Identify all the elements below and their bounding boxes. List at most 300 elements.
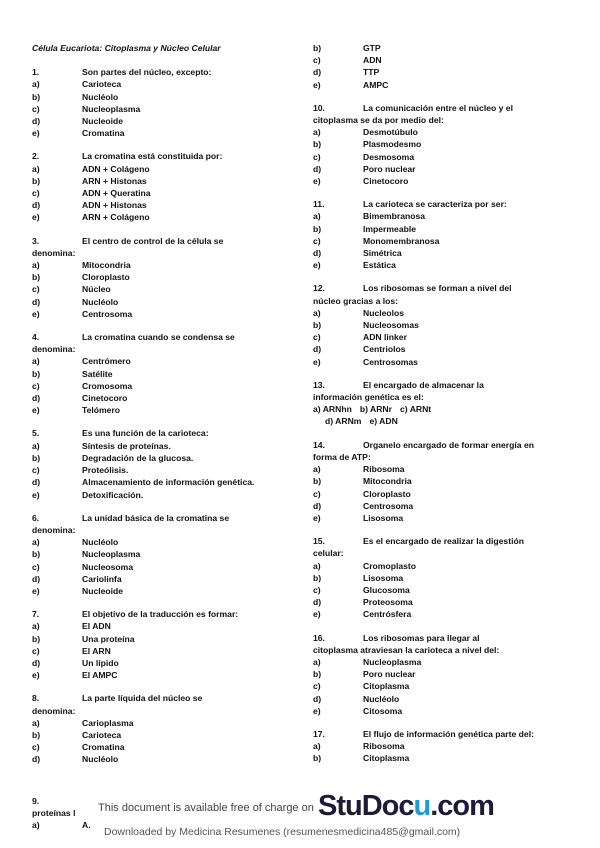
option-text: Mitocondria	[82, 260, 131, 271]
option-text: Nucléolo	[363, 693, 400, 704]
option	[313, 608, 563, 620]
option-letter: b)	[32, 272, 41, 283]
question-text-continued: citoplasma se da por medio del:	[313, 115, 444, 126]
option-letter: c)	[32, 645, 40, 656]
option-text: Citosoma	[363, 705, 403, 716]
question-text: La carioteca se caracteriza por ser:	[363, 199, 507, 210]
option-text: Nucléolo	[82, 91, 119, 102]
question-text-continued: celular:	[313, 548, 344, 559]
option-text: Degradación de la glucosa.	[82, 452, 194, 463]
option	[32, 91, 282, 103]
option	[313, 500, 563, 512]
option	[313, 596, 563, 608]
option-text: Centrosoma	[363, 500, 414, 511]
option-text: Nucleolos	[363, 307, 405, 318]
option-text: Nucleoplasma	[82, 549, 141, 560]
option	[32, 392, 282, 404]
question-number: 12.	[313, 283, 325, 294]
option-letter: d)	[313, 67, 322, 78]
question-number: 2.	[32, 151, 40, 162]
question-block	[313, 535, 563, 620]
option-text: Proteosoma	[363, 597, 413, 608]
option-letter: c)	[313, 488, 321, 499]
question-number: 3.	[32, 235, 40, 246]
option	[32, 536, 282, 548]
option-text: Impermeable	[363, 223, 417, 234]
question-text: Organelo encargado de formar energía en	[363, 439, 534, 450]
option-letter: a)	[313, 127, 321, 138]
option-text: Ribosoma	[363, 464, 405, 475]
left-column	[32, 42, 282, 777]
option	[313, 163, 563, 175]
question-partial-text: proteínas l	[32, 808, 76, 819]
option-text: Carioplasma	[82, 717, 134, 728]
option-letter: e)	[313, 609, 321, 620]
option-text: Cromoplasto	[363, 560, 416, 571]
question-text: Es una función de la carioteca:	[82, 428, 209, 439]
option-letter: d)	[313, 248, 322, 259]
option	[32, 404, 282, 416]
option-letter: a)	[32, 260, 40, 271]
option-letter: d)	[32, 477, 41, 488]
option-letter: d)	[313, 597, 322, 608]
option-text: Un lípido	[82, 657, 119, 668]
option-text: Cromatina	[82, 742, 125, 753]
option-text: a) ARNhn	[313, 404, 352, 415]
option-letter: a)	[313, 211, 321, 222]
option	[313, 175, 563, 187]
option	[32, 548, 282, 560]
option-letter: b)	[313, 476, 322, 487]
option-text: ADN linker	[363, 332, 407, 343]
option-letter: e)	[32, 489, 40, 500]
option-letter: c)	[32, 465, 40, 476]
option-text: Cariolinfa	[82, 573, 122, 584]
option-text: Cloroplasto	[363, 488, 411, 499]
option	[32, 489, 282, 501]
option	[313, 584, 563, 596]
option-text: Nucleoplasma	[363, 656, 422, 667]
option	[32, 573, 282, 585]
option-letter: b)	[32, 368, 41, 379]
option-text: ADN + Histonas	[82, 200, 147, 211]
availability-notice: This document is available free of charge on	[98, 802, 314, 814]
logo-part: .com	[430, 790, 494, 822]
question-header	[32, 512, 282, 524]
question-header	[313, 535, 563, 547]
option	[313, 42, 563, 54]
option	[32, 645, 282, 657]
question-header	[313, 102, 563, 114]
question-text: Los ribosomas para llegar al	[363, 632, 480, 643]
option-letter: b)	[32, 633, 41, 644]
question-header	[32, 66, 282, 78]
option-text: ARN + Colágeno	[82, 212, 150, 223]
option-letter: c)	[32, 561, 40, 572]
question-number: 13.	[313, 379, 325, 390]
option-text: ARN + Histonas	[82, 175, 147, 186]
left-question-list	[32, 66, 282, 765]
option	[32, 127, 282, 139]
option	[32, 452, 282, 464]
option-text: Nucleoplasma	[82, 103, 141, 114]
option-text: A.	[82, 820, 91, 831]
option-text: Lisosoma	[363, 572, 404, 583]
option	[32, 115, 282, 127]
option	[313, 356, 563, 368]
option-letter: e)	[32, 212, 40, 223]
option	[313, 656, 563, 668]
option-letter: d)	[313, 500, 322, 511]
question-block	[313, 728, 563, 765]
option-text: b) ARNr	[359, 404, 392, 415]
option-text: Ribosoma	[363, 741, 405, 752]
option-letter: c)	[32, 284, 40, 295]
question-header	[313, 379, 563, 391]
question-text: La comunicación entre el núcleo y el	[363, 102, 513, 113]
option-text: Monomembranosa	[363, 235, 440, 246]
option-letter: b)	[32, 452, 41, 463]
question-number: 11.	[313, 199, 325, 210]
option-letter: e)	[32, 405, 40, 416]
question-header	[32, 608, 282, 620]
question-number: 5.	[32, 428, 40, 439]
question-text: La unidad básica de la cromatina se	[82, 512, 230, 523]
option	[313, 126, 563, 138]
question-block	[32, 235, 282, 320]
option-letter: d)	[313, 693, 322, 704]
option-text: Satélite	[82, 368, 113, 379]
studocu-watermark-banner	[0, 788, 600, 848]
option-text: Desmotúbulo	[363, 127, 418, 138]
option-letter: a)	[32, 820, 40, 831]
option	[313, 54, 563, 66]
option-text: ADN	[363, 55, 382, 66]
option	[32, 271, 282, 283]
option-text: Cinetocoro	[82, 393, 128, 404]
option	[313, 560, 563, 572]
option-text: Glucosoma	[363, 584, 410, 595]
question-block	[32, 512, 282, 597]
studocu-logo-link[interactable]	[318, 790, 494, 823]
option	[313, 210, 563, 222]
question-header	[32, 235, 282, 247]
option-letter: b)	[313, 669, 322, 680]
question-text: La parte líquida del núcleo se	[82, 693, 203, 704]
question-text: El centro de control de la célula se	[82, 235, 224, 246]
option-text: Una proteína	[82, 633, 135, 644]
option-text: Centrómero	[82, 356, 131, 367]
option-text: Poro nuclear	[363, 163, 416, 174]
option-letter: c)	[313, 584, 321, 595]
option-text: Nucleosomas	[363, 320, 419, 331]
option-letter: b)	[32, 175, 41, 186]
option-letter: d)	[32, 573, 41, 584]
option-letter: e)	[313, 356, 321, 367]
option-letter: c)	[313, 55, 321, 66]
inline-option-row	[313, 415, 563, 427]
question-block	[313, 198, 563, 271]
question-text: Es el encargado de realizar la digestión	[363, 536, 524, 547]
option-letter: e)	[32, 585, 40, 596]
question-number: 14.	[313, 439, 325, 450]
option	[313, 138, 563, 150]
right-question-list	[313, 102, 563, 765]
option	[32, 464, 282, 476]
question-block	[313, 439, 563, 524]
question-block	[32, 608, 282, 681]
option-text: Centriolos	[363, 344, 406, 355]
option-letter: b)	[313, 223, 322, 234]
question-text-continued: citoplasma atraviesan la carioteca a nivel del:	[313, 644, 500, 655]
option-letter: e)	[32, 670, 40, 681]
question-number: 8.	[32, 693, 40, 704]
option-letter: c)	[32, 188, 40, 199]
question-number: 6.	[32, 512, 40, 523]
option-letter: c)	[313, 151, 321, 162]
question-text-continued: forma de ATP:	[313, 451, 371, 462]
option-letter: c)	[32, 380, 40, 391]
continued-options	[313, 42, 563, 91]
option	[313, 151, 563, 163]
option-letter: a)	[313, 560, 321, 571]
option-letter: a)	[32, 537, 40, 548]
option-letter: d)	[32, 200, 41, 211]
option-letter: e)	[313, 176, 321, 187]
option-letter: c)	[313, 235, 321, 246]
question-header	[32, 331, 282, 343]
option	[313, 512, 563, 524]
inline-options	[313, 403, 563, 427]
question-text-continued: información genética es el:	[313, 392, 424, 403]
option-letter: e)	[313, 705, 321, 716]
option-letter: e)	[313, 79, 321, 90]
option-text: Cromosoma	[82, 380, 133, 391]
option-text: Proteólisis.	[82, 465, 129, 476]
option	[32, 211, 282, 223]
question-number: 9.	[32, 796, 40, 806]
option	[313, 247, 563, 259]
logo-part: StuDoc	[318, 790, 414, 822]
option-letter: b)	[313, 753, 322, 764]
option-text: Nucléolo	[82, 296, 119, 307]
option-text: Centrosomas	[363, 356, 418, 367]
question-header	[32, 427, 282, 439]
option-letter: b)	[313, 572, 322, 583]
option-letter: d)	[313, 163, 322, 174]
option-letter: b)	[32, 91, 41, 102]
option	[313, 680, 563, 692]
option-letter: c)	[32, 103, 40, 114]
option-text: c) ARNt	[399, 404, 432, 415]
option	[313, 740, 563, 752]
question-header	[32, 150, 282, 162]
question-text: El objetivo de la traducción es formar:	[82, 609, 239, 620]
option	[32, 163, 282, 175]
option-text: Bimembranosa	[363, 211, 426, 222]
option	[32, 103, 282, 115]
option-letter: d)	[313, 344, 322, 355]
option	[32, 283, 282, 295]
question-header	[313, 632, 563, 644]
option-text: TTP	[363, 67, 380, 78]
option-text: Mitocondria	[363, 476, 412, 487]
option	[32, 729, 282, 741]
option	[32, 440, 282, 452]
option-letter: a)	[32, 356, 40, 367]
option-text: Carioteca	[82, 729, 122, 740]
option-letter: e)	[313, 512, 321, 523]
option	[313, 693, 563, 705]
option-letter: e)	[32, 308, 40, 319]
option	[313, 259, 563, 271]
option-text: Nucléolo	[82, 537, 119, 548]
right-column	[313, 42, 563, 776]
option	[313, 488, 563, 500]
question-text-continued: denomina:	[32, 344, 76, 355]
option-text: e) ADN	[369, 416, 398, 427]
question-header	[313, 198, 563, 210]
option-letter: a)	[313, 307, 321, 318]
option	[313, 572, 563, 584]
option-text: Lisosoma	[363, 512, 404, 523]
option-text: GTP	[363, 43, 381, 53]
option-letter: a)	[32, 621, 40, 632]
option-text: Nucleoide	[82, 585, 124, 596]
option	[313, 705, 563, 717]
option	[313, 463, 563, 475]
option-letter: a)	[313, 656, 321, 667]
option	[313, 343, 563, 355]
option-text: Almacenamiento de información genética.	[82, 477, 255, 488]
question-number: 17.	[313, 728, 325, 739]
option	[32, 669, 282, 681]
option	[32, 476, 282, 488]
inline-option-row	[313, 403, 563, 415]
question-number: 4.	[32, 332, 40, 343]
download-notice: Downloaded by Medicina Resumenes (resumenesmedicina485@gmail.com)	[104, 826, 461, 838]
question-block	[32, 66, 282, 139]
option-letter: a)	[313, 741, 321, 752]
option-letter: c)	[313, 332, 321, 343]
option-text: El ARN	[82, 645, 111, 656]
option	[32, 633, 282, 645]
option-text: Simétrica	[363, 248, 402, 259]
option	[32, 308, 282, 320]
question-text: Son partes del núcleo, excepto:	[82, 67, 212, 78]
option-text: Citoplasma	[363, 681, 410, 692]
option-text: ADN + Colágeno	[82, 163, 150, 174]
option-letter: b)	[313, 320, 322, 331]
option-text: ADN + Queratina	[82, 188, 151, 199]
question-number: 15.	[313, 536, 325, 547]
option	[313, 331, 563, 343]
question-header	[313, 728, 563, 740]
option-text: El AMPC	[82, 670, 118, 681]
question-block	[32, 692, 282, 765]
question-text-continued: denomina:	[32, 247, 76, 258]
option-text: Poro nuclear	[363, 669, 416, 680]
option-text: Cinetocoro	[363, 176, 409, 187]
option-letter: a)	[313, 464, 321, 475]
option	[313, 66, 563, 78]
question-text-continued: denomina:	[32, 524, 76, 535]
option-text: Cloroplasto	[82, 272, 130, 283]
option-text: Síntesis de proteínas.	[82, 440, 171, 451]
option-text: Núcleo	[82, 284, 111, 295]
question-block	[313, 102, 563, 187]
question-block	[32, 331, 282, 416]
option	[32, 717, 282, 729]
option-letter: d)	[32, 657, 41, 668]
option-text: Plasmodesmo	[363, 139, 422, 150]
option	[32, 657, 282, 669]
option	[32, 561, 282, 573]
question-block	[313, 632, 563, 717]
question-text: La cromatina cuando se condensa se	[82, 332, 235, 343]
option-text: Telómero	[82, 405, 121, 416]
option-text: Nucleosoma	[82, 561, 134, 572]
question-text: El encargado de almacenar la	[363, 379, 484, 390]
option	[313, 752, 563, 764]
option	[32, 753, 282, 765]
option-letter: e)	[313, 260, 321, 271]
option	[32, 296, 282, 308]
option-letter: e)	[32, 128, 40, 139]
question-text: La cromatina está constituida por:	[82, 151, 223, 162]
option-letter: a)	[32, 163, 40, 174]
option-text: Centrósfera	[363, 609, 412, 620]
option	[313, 79, 563, 91]
option-text: Nucléolo	[82, 754, 119, 765]
option	[313, 475, 563, 487]
option-text: Centrosoma	[82, 308, 133, 319]
option-letter: c)	[32, 742, 40, 753]
option-letter: b)	[32, 729, 41, 740]
option	[313, 307, 563, 319]
question-text: Los ribosomas se forman a nivel del	[363, 283, 512, 294]
logo-part-accent: u	[413, 790, 431, 822]
option-letter: d)	[32, 393, 41, 404]
question-number: 1.	[32, 67, 40, 78]
question-text-continued: núcleo gracias a los:	[313, 295, 399, 306]
option-letter: b)	[313, 43, 322, 53]
option	[313, 319, 563, 331]
option	[32, 175, 282, 187]
question-text-continued: denomina:	[32, 705, 76, 716]
option-letter: d)	[32, 116, 41, 127]
question-block	[32, 427, 282, 500]
option	[32, 741, 282, 753]
option	[32, 380, 282, 392]
option-text: Estática	[363, 260, 396, 271]
question-header	[313, 282, 563, 294]
question-block	[313, 379, 563, 428]
option-letter: b)	[32, 549, 41, 560]
option	[32, 585, 282, 597]
option	[32, 620, 282, 632]
option-letter: c)	[313, 681, 321, 692]
question-header	[313, 439, 563, 451]
option	[32, 199, 282, 211]
option-letter: b)	[313, 139, 322, 150]
option	[32, 368, 282, 380]
option-letter: a)	[32, 440, 40, 451]
option-letter: d)	[32, 296, 41, 307]
option-text: Cromatina	[82, 128, 125, 139]
question-number: 7.	[32, 609, 40, 620]
option-text: Detoxificación.	[82, 489, 144, 500]
